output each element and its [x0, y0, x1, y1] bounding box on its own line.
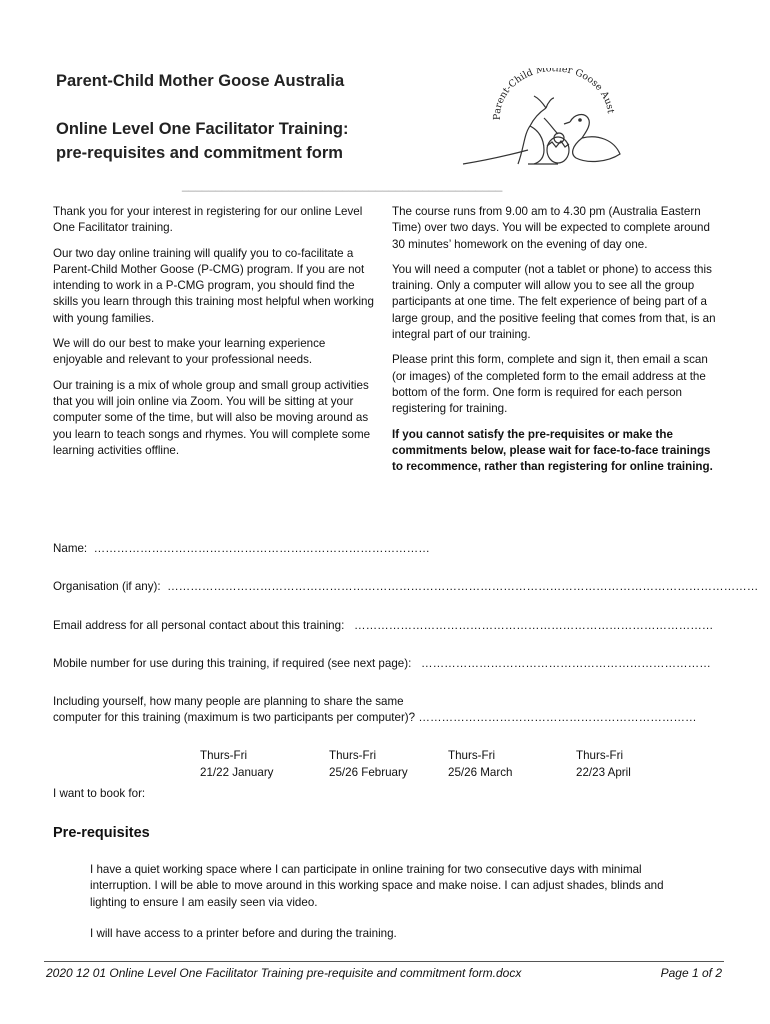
booking-label: I want to book for:: [53, 787, 146, 800]
pcmg-logo: [458, 68, 628, 174]
name-field[interactable]: [53, 541, 430, 557]
footer-document-name: 2020 12 01 Online Level One Facilitator Training pre-requisite and commitment form.docx: [46, 966, 522, 980]
intro-left-column: [53, 204, 375, 468]
booking-option-april[interactable]: [576, 748, 631, 781]
intro-paragraph: Thank you for your interest in registering for our online Level One Facilitator training.: [53, 205, 363, 235]
prerequisite-item: I have a quiet working space where I can participate in online training for two consecutive days with minimal interruption. I will be able to move around in this working space and make noise. I can adjust shades, blinds and lighting to ensure I am easily seen via video.: [90, 863, 664, 909]
share-computer-question-line-1: Including yourself, how many people are planning to share the same: [53, 695, 404, 708]
share-computer-field[interactable]: [53, 710, 697, 726]
mobile-input-line[interactable]: …………………………………………………………………: [420, 657, 711, 670]
email-field[interactable]: [53, 618, 713, 634]
course-times-paragraph: The course runs from 9.00 am to 4.30 pm (Australia Eastern Time) over two days. You will be expected to complete around 30 minutes’ homework on the evening of day one.: [392, 205, 710, 251]
booking-days: Thurs-Fri: [576, 749, 624, 762]
computer-requirement-paragraph: You will need a computer (not a tablet or phone) to access this training. Only a computer will allow you to see all the group participants at one time. The felt experience of being part of a large group, and the positive feeling that comes from that, is an integral part of our training.: [392, 262, 716, 342]
logo-text: Parent-Child Mother Goose Aust: [491, 68, 616, 121]
organisation-field[interactable]: [53, 579, 758, 595]
page-title-line-1: Online Level One Facilitator Training:: [56, 120, 349, 138]
intro-paragraph: Our two day online training will qualify you to co-facilitate a Parent-Child Mother Goose (P-CMG) program. If you are not intending to work in a P-CMG program, you should find the skills you learn through this training most helpful when working with young families.: [53, 246, 374, 325]
email-label: Email address for all personal contact about this training:: [53, 619, 345, 632]
booking-option-march[interactable]: [448, 748, 512, 781]
header-divider: ________________________________________________: [182, 178, 503, 192]
prerequisite-warning: If you cannot satisfy the pre-requisites or make the commitments below, please wait for face-to-face trainings to recommence, rather than registering for online training.: [392, 427, 713, 474]
booking-option-february[interactable]: [329, 748, 408, 781]
booking-days: Thurs-Fri: [329, 749, 377, 762]
booking-days: Thurs-Fri: [200, 749, 248, 762]
footer-page-number: Page 1 of 2: [660, 966, 722, 980]
booking-date: 22/23 April: [576, 765, 631, 779]
prerequisites-heading: Pre-requisites: [53, 825, 150, 841]
booking-option-january[interactable]: [200, 748, 273, 781]
prerequisite-item: I will have access to a printer before and during the training.: [90, 927, 397, 940]
organisation-label: Organisation (if any):: [53, 580, 161, 593]
organisation-input-line[interactable]: ………………………………………………………………………………………………………………………………………: [167, 580, 759, 593]
intro-paragraph: Our training is a mix of whole group and small group activities that you will join online via Zoom. You will be sitting at your computer some of the time, but will also be moving around as you learn to teach songs and rhymes. You will complete some learning activities offline.: [53, 378, 371, 457]
mobile-field[interactable]: [53, 656, 711, 672]
intro-right-column: [392, 204, 720, 484]
footer-rule: [44, 961, 724, 962]
booking-date: 25/26 February: [329, 765, 408, 779]
page-title-line-2: pre-requisites and commitment form: [56, 144, 343, 162]
mobile-label: Mobile number for use during this training, if required (see next page):: [53, 657, 412, 670]
name-input-line[interactable]: ……………………………………………………………………………: [93, 542, 430, 555]
organisation-name: Parent-Child Mother Goose Australia: [56, 72, 345, 90]
print-form-paragraph: Please print this form, complete and sign it, then email a scan (or images) of the completed form to the email address at the bottom of the form. One form is required for each person registering for training.: [392, 353, 708, 416]
email-input-line[interactable]: …………………………………………………………………………………: [353, 619, 714, 632]
booking-days: Thurs-Fri: [448, 749, 496, 762]
intro-paragraph: We will do our best to make your learning experience enjoyable and relevant to your professional needs.: [53, 337, 326, 367]
share-computer-question-line-2: computer for this training (maximum is two participants per computer)?: [53, 711, 416, 724]
booking-date: 21/22 January: [200, 765, 274, 779]
booking-date: 25/26 March: [448, 765, 513, 779]
name-label: Name:: [53, 542, 88, 555]
svg-text:Parent-Child Mother Goose Aust: [458, 68, 616, 120]
share-computer-input-line[interactable]: ………………………………………………………………: [418, 711, 697, 724]
